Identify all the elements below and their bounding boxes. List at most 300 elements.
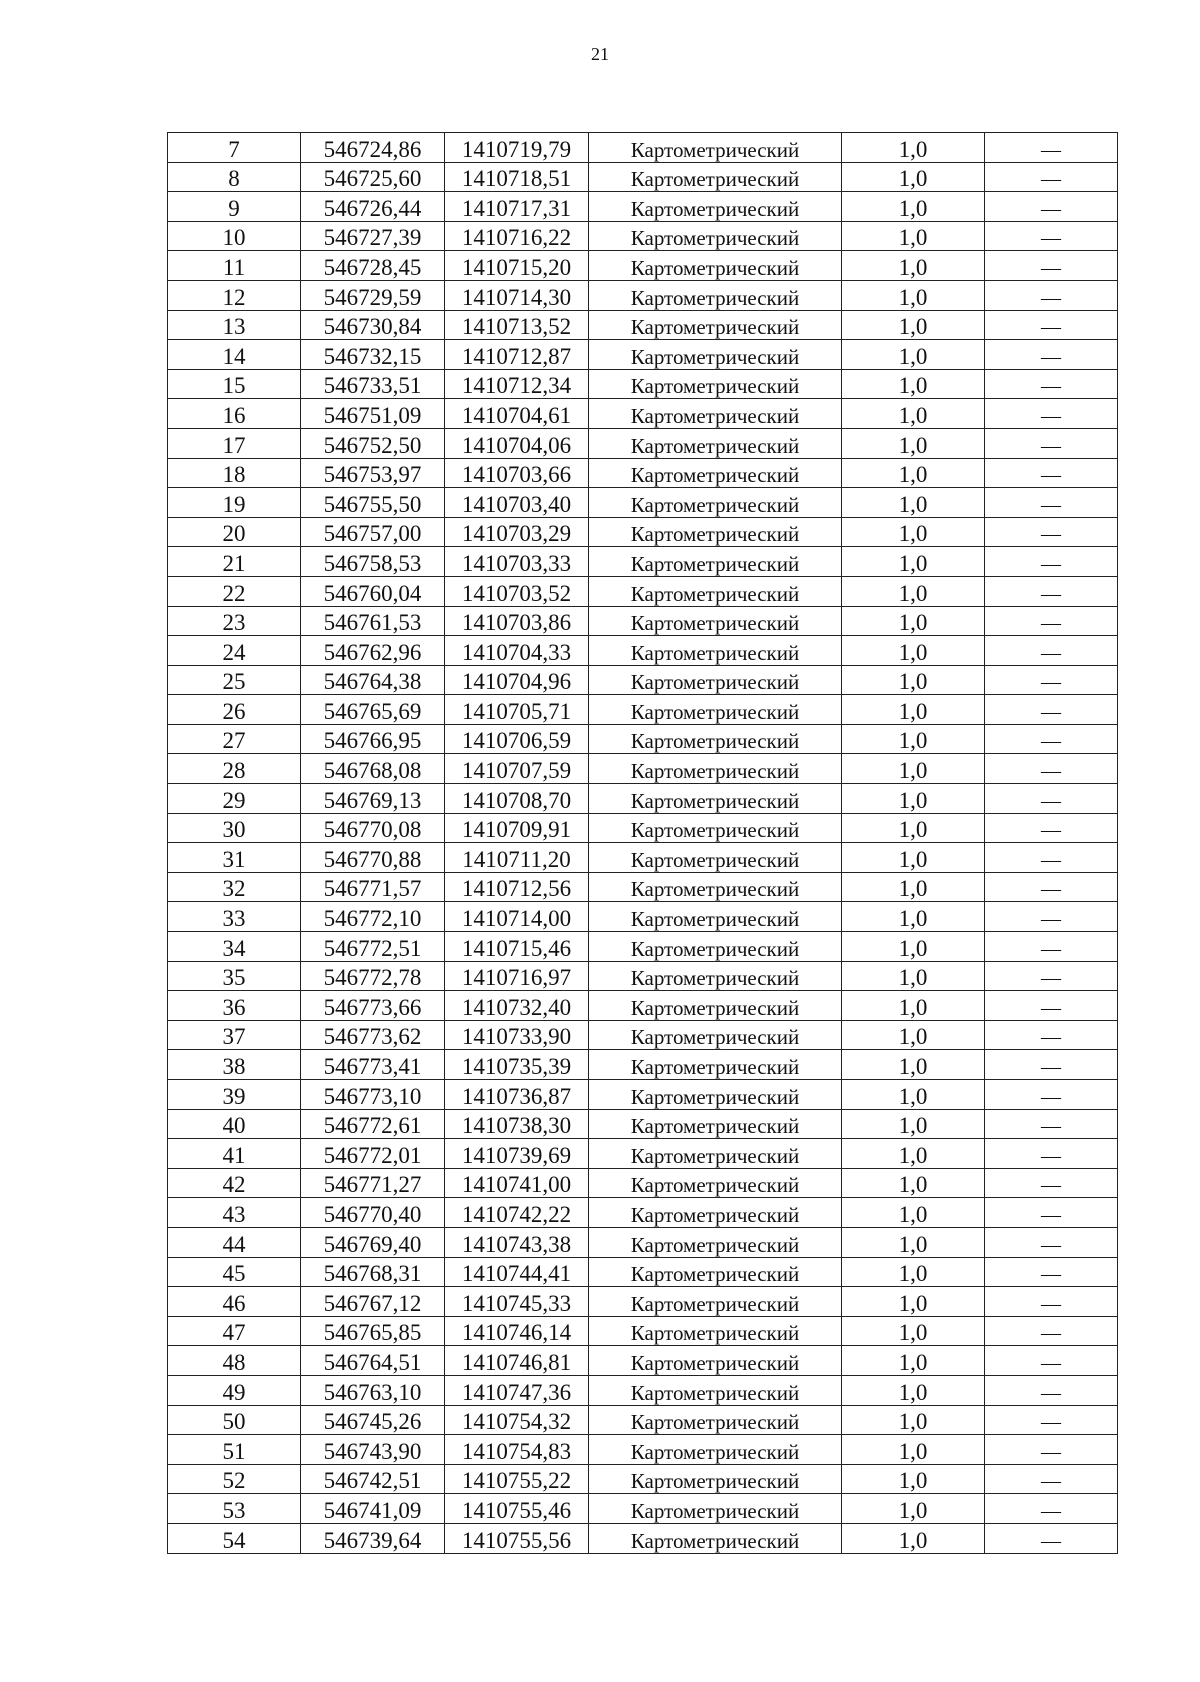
accuracy-cell: 1,0 xyxy=(842,902,985,932)
accuracy-cell: 1,0 xyxy=(842,1435,985,1465)
note-cell: — xyxy=(985,784,1118,814)
method-cell: Картометрический xyxy=(589,1227,842,1257)
table-row xyxy=(168,1316,1118,1346)
table-row xyxy=(168,369,1118,399)
point-number-cell: 7 xyxy=(168,133,301,163)
table-row xyxy=(168,1494,1118,1524)
table-row xyxy=(168,1464,1118,1494)
y-coordinate-cell: 1410743,38 xyxy=(445,1227,589,1257)
note-cell: — xyxy=(985,1139,1118,1169)
table-row xyxy=(168,991,1118,1021)
note-cell: — xyxy=(985,428,1118,458)
point-number-cell: 16 xyxy=(168,399,301,429)
method-cell: Картометрический xyxy=(589,1109,842,1139)
point-number-cell: 51 xyxy=(168,1435,301,1465)
table-row xyxy=(168,784,1118,814)
note-cell: — xyxy=(985,872,1118,902)
accuracy-cell: 1,0 xyxy=(842,1346,985,1376)
table-row xyxy=(168,606,1118,636)
x-coordinate-cell: 546772,01 xyxy=(301,1139,445,1169)
method-cell: Картометрический xyxy=(589,1375,842,1405)
point-number-cell: 37 xyxy=(168,1020,301,1050)
method-cell: Картометрический xyxy=(589,340,842,370)
accuracy-cell: 1,0 xyxy=(842,724,985,754)
point-number-cell: 32 xyxy=(168,872,301,902)
point-number-cell: 49 xyxy=(168,1375,301,1405)
x-coordinate-cell: 546764,51 xyxy=(301,1346,445,1376)
coordinates-table xyxy=(167,132,1118,1554)
point-number-cell: 40 xyxy=(168,1109,301,1139)
point-number-cell: 11 xyxy=(168,251,301,281)
x-coordinate-cell: 546764,38 xyxy=(301,665,445,695)
point-number-cell: 52 xyxy=(168,1464,301,1494)
method-cell: Картометрический xyxy=(589,1198,842,1228)
y-coordinate-cell: 1410703,33 xyxy=(445,547,589,577)
accuracy-cell: 1,0 xyxy=(842,280,985,310)
x-coordinate-cell: 546773,66 xyxy=(301,991,445,1021)
x-coordinate-cell: 546769,13 xyxy=(301,784,445,814)
table-row xyxy=(168,843,1118,873)
note-cell: — xyxy=(985,665,1118,695)
point-number-cell: 35 xyxy=(168,961,301,991)
x-coordinate-cell: 546773,10 xyxy=(301,1080,445,1110)
table-row xyxy=(168,872,1118,902)
point-number-cell: 38 xyxy=(168,1050,301,1080)
y-coordinate-cell: 1410719,79 xyxy=(445,133,589,163)
y-coordinate-cell: 1410745,33 xyxy=(445,1287,589,1317)
x-coordinate-cell: 546766,95 xyxy=(301,724,445,754)
table-row xyxy=(168,695,1118,725)
table-row xyxy=(168,1375,1118,1405)
table-row xyxy=(168,547,1118,577)
y-coordinate-cell: 1410703,29 xyxy=(445,517,589,547)
note-cell: — xyxy=(985,961,1118,991)
x-coordinate-cell: 546742,51 xyxy=(301,1464,445,1494)
accuracy-cell: 1,0 xyxy=(842,1109,985,1139)
x-coordinate-cell: 546765,69 xyxy=(301,695,445,725)
accuracy-cell: 1,0 xyxy=(842,251,985,281)
x-coordinate-cell: 546767,12 xyxy=(301,1287,445,1317)
accuracy-cell: 1,0 xyxy=(842,369,985,399)
note-cell: — xyxy=(985,813,1118,843)
note-cell: — xyxy=(985,1346,1118,1376)
point-number-cell: 14 xyxy=(168,340,301,370)
accuracy-cell: 1,0 xyxy=(842,1139,985,1169)
point-number-cell: 25 xyxy=(168,665,301,695)
method-cell: Картометрический xyxy=(589,961,842,991)
y-coordinate-cell: 1410714,00 xyxy=(445,902,589,932)
x-coordinate-cell: 546732,15 xyxy=(301,340,445,370)
note-cell: — xyxy=(985,1464,1118,1494)
method-cell: Картометрический xyxy=(589,1464,842,1494)
table-row xyxy=(168,754,1118,784)
y-coordinate-cell: 1410703,52 xyxy=(445,576,589,606)
method-cell: Картометрический xyxy=(589,1080,842,1110)
accuracy-cell: 1,0 xyxy=(842,961,985,991)
method-cell: Картометрический xyxy=(589,428,842,458)
y-coordinate-cell: 1410709,91 xyxy=(445,813,589,843)
y-coordinate-cell: 1410746,14 xyxy=(445,1316,589,1346)
method-cell: Картометрический xyxy=(589,932,842,962)
y-coordinate-cell: 1410733,90 xyxy=(445,1020,589,1050)
x-coordinate-cell: 546741,09 xyxy=(301,1494,445,1524)
note-cell: — xyxy=(985,1316,1118,1346)
method-cell: Картометрический xyxy=(589,1435,842,1465)
accuracy-cell: 1,0 xyxy=(842,133,985,163)
y-coordinate-cell: 1410704,06 xyxy=(445,428,589,458)
method-cell: Картометрический xyxy=(589,399,842,429)
note-cell: — xyxy=(985,636,1118,666)
accuracy-cell: 1,0 xyxy=(842,576,985,606)
note-cell: — xyxy=(985,576,1118,606)
note-cell: — xyxy=(985,162,1118,192)
point-number-cell: 27 xyxy=(168,724,301,754)
accuracy-cell: 1,0 xyxy=(842,1405,985,1435)
point-number-cell: 44 xyxy=(168,1227,301,1257)
x-coordinate-cell: 546771,57 xyxy=(301,872,445,902)
point-number-cell: 33 xyxy=(168,902,301,932)
accuracy-cell: 1,0 xyxy=(842,221,985,251)
y-coordinate-cell: 1410703,86 xyxy=(445,606,589,636)
accuracy-cell: 1,0 xyxy=(842,932,985,962)
method-cell: Картометрический xyxy=(589,1405,842,1435)
note-cell: — xyxy=(985,340,1118,370)
x-coordinate-cell: 546773,62 xyxy=(301,1020,445,1050)
point-number-cell: 48 xyxy=(168,1346,301,1376)
table-row xyxy=(168,1523,1118,1553)
y-coordinate-cell: 1410711,20 xyxy=(445,843,589,873)
table-row xyxy=(168,1050,1118,1080)
x-coordinate-cell: 546765,85 xyxy=(301,1316,445,1346)
page-number: 21 xyxy=(591,44,609,64)
table-row xyxy=(168,1080,1118,1110)
point-number-cell: 9 xyxy=(168,192,301,222)
point-number-cell: 50 xyxy=(168,1405,301,1435)
y-coordinate-cell: 1410739,69 xyxy=(445,1139,589,1169)
accuracy-cell: 1,0 xyxy=(842,458,985,488)
y-coordinate-cell: 1410704,61 xyxy=(445,399,589,429)
x-coordinate-cell: 546770,40 xyxy=(301,1198,445,1228)
table-row xyxy=(168,280,1118,310)
x-coordinate-cell: 546772,61 xyxy=(301,1109,445,1139)
table-row xyxy=(168,1287,1118,1317)
method-cell: Картометрический xyxy=(589,1494,842,1524)
note-cell: — xyxy=(985,1435,1118,1465)
note-cell: — xyxy=(985,251,1118,281)
method-cell: Картометрический xyxy=(589,902,842,932)
point-number-cell: 24 xyxy=(168,636,301,666)
method-cell: Картометрический xyxy=(589,517,842,547)
note-cell: — xyxy=(985,1109,1118,1139)
point-number-cell: 19 xyxy=(168,488,301,518)
table-row xyxy=(168,340,1118,370)
x-coordinate-cell: 546771,27 xyxy=(301,1168,445,1198)
note-cell: — xyxy=(985,133,1118,163)
method-cell: Картометрический xyxy=(589,133,842,163)
method-cell: Картометрический xyxy=(589,369,842,399)
point-number-cell: 53 xyxy=(168,1494,301,1524)
y-coordinate-cell: 1410716,97 xyxy=(445,961,589,991)
accuracy-cell: 1,0 xyxy=(842,1287,985,1317)
accuracy-cell: 1,0 xyxy=(842,1494,985,1524)
x-coordinate-cell: 546729,59 xyxy=(301,280,445,310)
accuracy-cell: 1,0 xyxy=(842,1168,985,1198)
table-row xyxy=(168,961,1118,991)
method-cell: Картометрический xyxy=(589,784,842,814)
table-row xyxy=(168,458,1118,488)
table-row xyxy=(168,1198,1118,1228)
accuracy-cell: 1,0 xyxy=(842,1050,985,1080)
x-coordinate-cell: 546733,51 xyxy=(301,369,445,399)
method-cell: Картометрический xyxy=(589,576,842,606)
note-cell: — xyxy=(985,606,1118,636)
accuracy-cell: 1,0 xyxy=(842,872,985,902)
accuracy-cell: 1,0 xyxy=(842,399,985,429)
y-coordinate-cell: 1410742,22 xyxy=(445,1198,589,1228)
table-row xyxy=(168,488,1118,518)
table-row xyxy=(168,1168,1118,1198)
accuracy-cell: 1,0 xyxy=(842,428,985,458)
method-cell: Картометрический xyxy=(589,1523,842,1553)
point-number-cell: 17 xyxy=(168,428,301,458)
accuracy-cell: 1,0 xyxy=(842,1316,985,1346)
point-number-cell: 10 xyxy=(168,221,301,251)
coordinates-table-body xyxy=(168,133,1118,1554)
method-cell: Картометрический xyxy=(589,221,842,251)
x-coordinate-cell: 546757,00 xyxy=(301,517,445,547)
y-coordinate-cell: 1410755,56 xyxy=(445,1523,589,1553)
accuracy-cell: 1,0 xyxy=(842,1257,985,1287)
y-coordinate-cell: 1410736,87 xyxy=(445,1080,589,1110)
table-row xyxy=(168,517,1118,547)
method-cell: Картометрический xyxy=(589,1139,842,1169)
method-cell: Картометрический xyxy=(589,636,842,666)
table-row xyxy=(168,428,1118,458)
y-coordinate-cell: 1410754,32 xyxy=(445,1405,589,1435)
note-cell: — xyxy=(985,458,1118,488)
accuracy-cell: 1,0 xyxy=(842,665,985,695)
table-row xyxy=(168,1139,1118,1169)
point-number-cell: 42 xyxy=(168,1168,301,1198)
accuracy-cell: 1,0 xyxy=(842,547,985,577)
table-row xyxy=(168,221,1118,251)
point-number-cell: 34 xyxy=(168,932,301,962)
x-coordinate-cell: 546725,60 xyxy=(301,162,445,192)
note-cell: — xyxy=(985,1494,1118,1524)
note-cell: — xyxy=(985,221,1118,251)
y-coordinate-cell: 1410716,22 xyxy=(445,221,589,251)
point-number-cell: 46 xyxy=(168,1287,301,1317)
accuracy-cell: 1,0 xyxy=(842,784,985,814)
table-row xyxy=(168,902,1118,932)
accuracy-cell: 1,0 xyxy=(842,695,985,725)
x-coordinate-cell: 546751,09 xyxy=(301,399,445,429)
method-cell: Картометрический xyxy=(589,724,842,754)
point-number-cell: 54 xyxy=(168,1523,301,1553)
point-number-cell: 30 xyxy=(168,813,301,843)
y-coordinate-cell: 1410754,83 xyxy=(445,1435,589,1465)
table-row xyxy=(168,1020,1118,1050)
y-coordinate-cell: 1410715,46 xyxy=(445,932,589,962)
method-cell: Картометрический xyxy=(589,192,842,222)
x-coordinate-cell: 546739,64 xyxy=(301,1523,445,1553)
accuracy-cell: 1,0 xyxy=(842,192,985,222)
table-row xyxy=(168,636,1118,666)
point-number-cell: 36 xyxy=(168,991,301,1021)
note-cell: — xyxy=(985,547,1118,577)
y-coordinate-cell: 1410707,59 xyxy=(445,754,589,784)
note-cell: — xyxy=(985,369,1118,399)
method-cell: Картометрический xyxy=(589,280,842,310)
method-cell: Картометрический xyxy=(589,754,842,784)
method-cell: Картометрический xyxy=(589,813,842,843)
accuracy-cell: 1,0 xyxy=(842,1464,985,1494)
method-cell: Картометрический xyxy=(589,1257,842,1287)
note-cell: — xyxy=(985,192,1118,222)
x-coordinate-cell: 546760,04 xyxy=(301,576,445,606)
method-cell: Картометрический xyxy=(589,162,842,192)
accuracy-cell: 1,0 xyxy=(842,991,985,1021)
y-coordinate-cell: 1410708,70 xyxy=(445,784,589,814)
x-coordinate-cell: 546769,40 xyxy=(301,1227,445,1257)
y-coordinate-cell: 1410704,33 xyxy=(445,636,589,666)
x-coordinate-cell: 546773,41 xyxy=(301,1050,445,1080)
table-row xyxy=(168,1435,1118,1465)
note-cell: — xyxy=(985,1257,1118,1287)
x-coordinate-cell: 546745,26 xyxy=(301,1405,445,1435)
x-coordinate-cell: 546758,53 xyxy=(301,547,445,577)
table-row xyxy=(168,932,1118,962)
point-number-cell: 12 xyxy=(168,280,301,310)
note-cell: — xyxy=(985,1168,1118,1198)
table-row xyxy=(168,1227,1118,1257)
x-coordinate-cell: 546727,39 xyxy=(301,221,445,251)
x-coordinate-cell: 546768,08 xyxy=(301,754,445,784)
table-row xyxy=(168,192,1118,222)
note-cell: — xyxy=(985,1020,1118,1050)
y-coordinate-cell: 1410715,20 xyxy=(445,251,589,281)
method-cell: Картометрический xyxy=(589,695,842,725)
note-cell: — xyxy=(985,399,1118,429)
note-cell: — xyxy=(985,1375,1118,1405)
y-coordinate-cell: 1410705,71 xyxy=(445,695,589,725)
table-row xyxy=(168,724,1118,754)
accuracy-cell: 1,0 xyxy=(842,813,985,843)
method-cell: Картометрический xyxy=(589,458,842,488)
note-cell: — xyxy=(985,695,1118,725)
y-coordinate-cell: 1410744,41 xyxy=(445,1257,589,1287)
method-cell: Картометрический xyxy=(589,488,842,518)
y-coordinate-cell: 1410755,22 xyxy=(445,1464,589,1494)
x-coordinate-cell: 546753,97 xyxy=(301,458,445,488)
y-coordinate-cell: 1410738,30 xyxy=(445,1109,589,1139)
point-number-cell: 31 xyxy=(168,843,301,873)
accuracy-cell: 1,0 xyxy=(842,1080,985,1110)
x-coordinate-cell: 546772,78 xyxy=(301,961,445,991)
method-cell: Картометрический xyxy=(589,1050,842,1080)
table-row xyxy=(168,310,1118,340)
y-coordinate-cell: 1410706,59 xyxy=(445,724,589,754)
method-cell: Картометрический xyxy=(589,665,842,695)
point-number-cell: 8 xyxy=(168,162,301,192)
accuracy-cell: 1,0 xyxy=(842,162,985,192)
table-row xyxy=(168,576,1118,606)
method-cell: Картометрический xyxy=(589,251,842,281)
accuracy-cell: 1,0 xyxy=(842,636,985,666)
note-cell: — xyxy=(985,754,1118,784)
point-number-cell: 15 xyxy=(168,369,301,399)
accuracy-cell: 1,0 xyxy=(842,517,985,547)
x-coordinate-cell: 546752,50 xyxy=(301,428,445,458)
method-cell: Картометрический xyxy=(589,1346,842,1376)
method-cell: Картометрический xyxy=(589,1316,842,1346)
method-cell: Картометрический xyxy=(589,991,842,1021)
note-cell: — xyxy=(985,1050,1118,1080)
y-coordinate-cell: 1410746,81 xyxy=(445,1346,589,1376)
accuracy-cell: 1,0 xyxy=(842,488,985,518)
accuracy-cell: 1,0 xyxy=(842,843,985,873)
accuracy-cell: 1,0 xyxy=(842,754,985,784)
point-number-cell: 41 xyxy=(168,1139,301,1169)
x-coordinate-cell: 546730,84 xyxy=(301,310,445,340)
x-coordinate-cell: 546772,10 xyxy=(301,902,445,932)
point-number-cell: 22 xyxy=(168,576,301,606)
x-coordinate-cell: 546728,45 xyxy=(301,251,445,281)
point-number-cell: 45 xyxy=(168,1257,301,1287)
table-row xyxy=(168,133,1118,163)
x-coordinate-cell: 546768,31 xyxy=(301,1257,445,1287)
accuracy-cell: 1,0 xyxy=(842,340,985,370)
y-coordinate-cell: 1410735,39 xyxy=(445,1050,589,1080)
table-row xyxy=(168,665,1118,695)
note-cell: — xyxy=(985,1523,1118,1553)
table-row xyxy=(168,1405,1118,1435)
point-number-cell: 29 xyxy=(168,784,301,814)
point-number-cell: 20 xyxy=(168,517,301,547)
table-row xyxy=(168,1257,1118,1287)
y-coordinate-cell: 1410741,00 xyxy=(445,1168,589,1198)
y-coordinate-cell: 1410712,87 xyxy=(445,340,589,370)
y-coordinate-cell: 1410755,46 xyxy=(445,1494,589,1524)
y-coordinate-cell: 1410712,56 xyxy=(445,872,589,902)
note-cell: — xyxy=(985,724,1118,754)
point-number-cell: 43 xyxy=(168,1198,301,1228)
method-cell: Картометрический xyxy=(589,547,842,577)
table-row xyxy=(168,1109,1118,1139)
x-coordinate-cell: 546726,44 xyxy=(301,192,445,222)
point-number-cell: 39 xyxy=(168,1080,301,1110)
accuracy-cell: 1,0 xyxy=(842,1227,985,1257)
note-cell: — xyxy=(985,843,1118,873)
y-coordinate-cell: 1410717,31 xyxy=(445,192,589,222)
point-number-cell: 26 xyxy=(168,695,301,725)
note-cell: — xyxy=(985,1227,1118,1257)
accuracy-cell: 1,0 xyxy=(842,1198,985,1228)
point-number-cell: 13 xyxy=(168,310,301,340)
y-coordinate-cell: 1410703,40 xyxy=(445,488,589,518)
method-cell: Картометрический xyxy=(589,1287,842,1317)
y-coordinate-cell: 1410712,34 xyxy=(445,369,589,399)
accuracy-cell: 1,0 xyxy=(842,606,985,636)
note-cell: — xyxy=(985,991,1118,1021)
x-coordinate-cell: 546770,08 xyxy=(301,813,445,843)
note-cell: — xyxy=(985,1405,1118,1435)
accuracy-cell: 1,0 xyxy=(842,1375,985,1405)
y-coordinate-cell: 1410704,96 xyxy=(445,665,589,695)
x-coordinate-cell: 546770,88 xyxy=(301,843,445,873)
method-cell: Картометрический xyxy=(589,843,842,873)
method-cell: Картометрический xyxy=(589,1020,842,1050)
